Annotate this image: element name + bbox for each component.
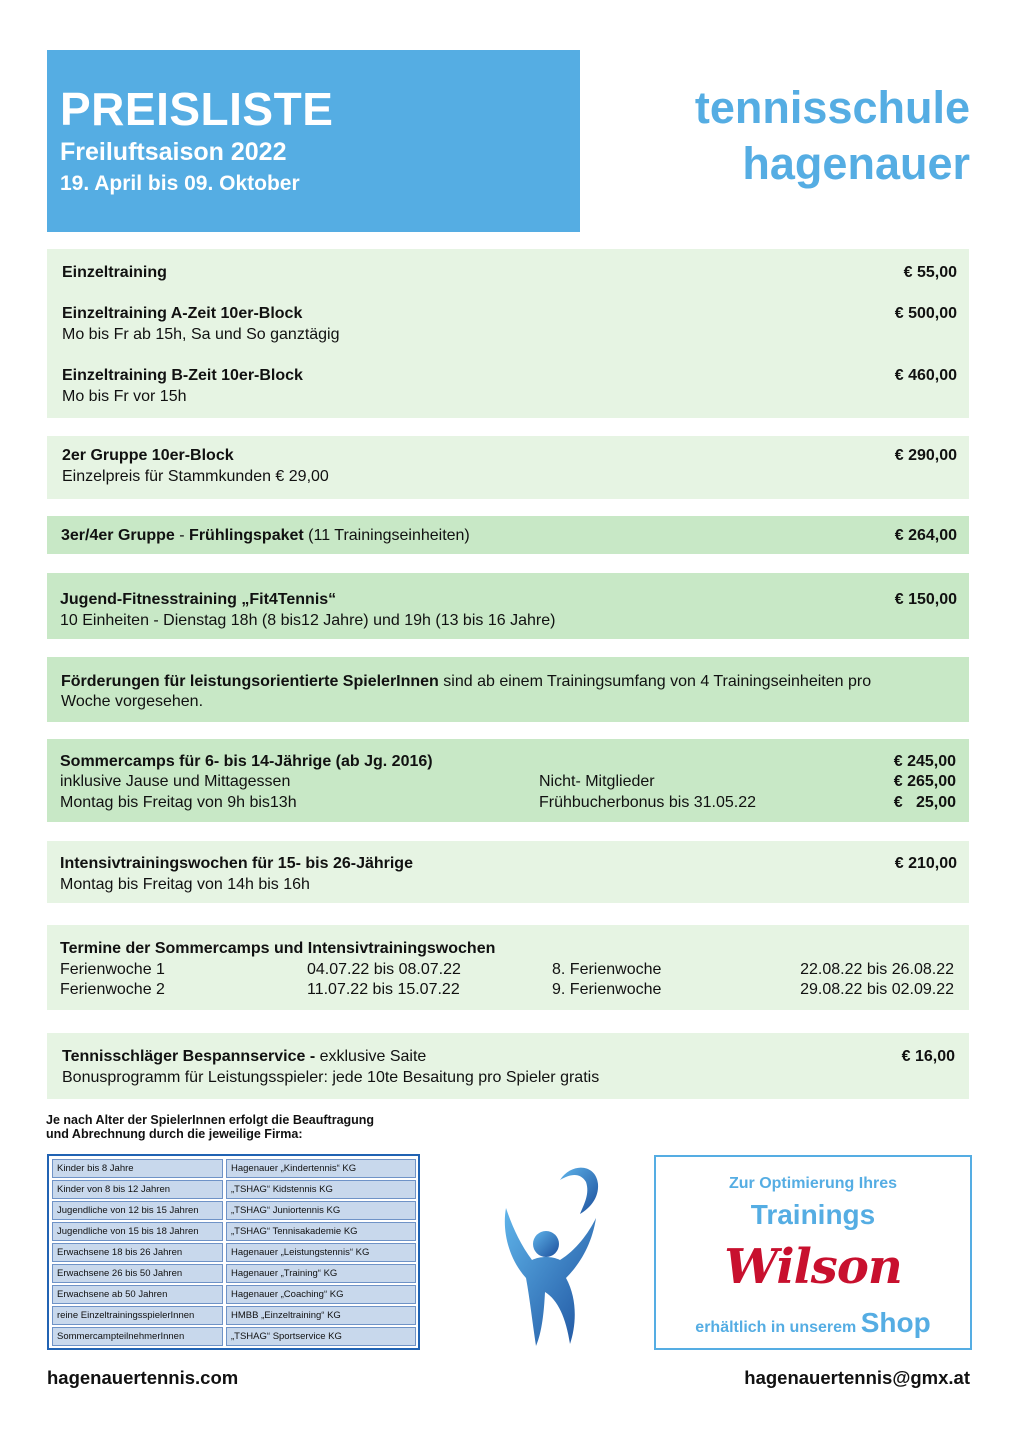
gruppe2-section [47, 436, 969, 499]
season-dates: 19. April bis 09. Oktober [60, 172, 300, 195]
termin-week-dates: 11.07.22 bis 15.07.22 [307, 981, 460, 998]
table-row [52, 1159, 415, 1178]
foerderung-line-2: Woche vorgesehen. [61, 693, 204, 710]
table-row [52, 1222, 415, 1241]
einzeltraining-section [47, 249, 969, 418]
intensiv-details: Montag bis Freitag von 14h bis 16h [60, 876, 310, 893]
termin-week-dates: 29.08.22 bis 02.09.22 [800, 981, 954, 998]
billing-note-line-2: und Abrechnung durch die jeweilige Firma: [46, 1127, 303, 1141]
website-link[interactable]: hagenauertennis.com [47, 1367, 239, 1388]
shop-line-2: Trainings [750, 1199, 876, 1230]
termin-week-label: 9. Ferienwoche [552, 981, 662, 998]
sommercamps-section [47, 739, 969, 822]
wilson-logo: Wilson [724, 1239, 902, 1295]
b-zeit-price: € 460,00 [894, 367, 957, 384]
gruppe2-title: 2er Gruppe 10er-Block [62, 447, 234, 464]
gruppe34-title: 3er/4er Gruppe [61, 527, 175, 544]
firm-cell: Hagenauer „Coaching“ KG [226, 1285, 416, 1304]
sommercamps-title: Sommercamps für 6- bis 14-Jährige (ab Jg. 2016) [60, 753, 433, 770]
jugend-details: 10 Einheiten - Dienstag 18h (8 bis12 Jahre) und 19h (13 bis 16 Jahre) [60, 612, 556, 629]
firm-cell: „TSHAG“ Sportservice KG [226, 1327, 416, 1346]
brand-line-1: tennisschule [694, 82, 970, 133]
bespann-title: Tennisschläger Bespannservice - [62, 1048, 316, 1065]
bespann-string: exklusive Saite [315, 1048, 427, 1065]
table-row [52, 1243, 415, 1262]
gruppe34-sep: - [174, 527, 190, 544]
gruppe34-text [61, 525, 470, 546]
table-row [52, 1327, 415, 1346]
intensiv-price: € 210,00 [894, 855, 957, 872]
age-cell: Kinder bis 8 Jahre [52, 1159, 223, 1178]
age-cell: reine EinzeltrainingsspielerInnen [52, 1306, 223, 1325]
page-title: PREISLISTE [60, 83, 334, 135]
shop-line-3 [656, 1307, 970, 1339]
bespann-heading [62, 1046, 426, 1067]
firm-cell: „TSHAG“ Juniortennis KG [226, 1201, 416, 1220]
a-zeit-title: Einzeltraining A-Zeit 10er-Block [62, 305, 303, 322]
early-bird-price: € 25,00 [893, 794, 956, 811]
sommercamps-meals: inklusive Jause und Mittagessen [60, 773, 291, 790]
bespann-section [47, 1033, 969, 1099]
gruppe34-section [47, 516, 969, 554]
age-cell: SommercampteilnehmerInnen [52, 1327, 223, 1346]
billing-note-line-1: Je nach Alter der SpielerInnen erfolgt die Beauftragung [46, 1113, 375, 1127]
sommercamps-price: € 245,00 [893, 753, 956, 770]
firm-table [47, 1154, 420, 1350]
brand-line-2: hagenauer [742, 138, 970, 189]
intensiv-section [47, 841, 969, 903]
foerderung-section [47, 657, 969, 722]
email-link[interactable]: hagenauertennis@gmx.at [744, 1367, 970, 1388]
gruppe34-package: Frühlingspaket [189, 527, 304, 544]
termin-week-dates: 22.08.22 bis 26.08.22 [800, 961, 954, 978]
shop-text: erhältlich in unserem [695, 1319, 857, 1336]
shop-word: Shop [860, 1307, 931, 1338]
table-row [52, 1285, 415, 1304]
termine-title: Termine der Sommercamps und Intensivtrainingswochen [60, 940, 496, 957]
firm-cell: HMBB „Einzeltraining“ KG [226, 1306, 416, 1325]
wilson-shop-box [654, 1155, 972, 1350]
jugend-section [47, 573, 969, 639]
age-cell: Jugendliche von 12 bis 15 Jahren [52, 1201, 223, 1220]
foerderung-bold: Förderungen für leistungsorientierte SpielerInnen [61, 673, 439, 690]
b-zeit-title: Einzeltraining B-Zeit 10er-Block [62, 367, 303, 384]
sommercamps-times: Montag bis Freitag von 9h bis13h [60, 794, 297, 811]
gruppe2-details: Einzelpreis für Stammkunden € 29,00 [62, 468, 329, 485]
firm-cell: Hagenauer „Leistungstennis“ KG [226, 1243, 416, 1262]
early-bird-label: Frühbucherbonus bis 31.05.22 [539, 794, 757, 811]
age-cell: Kinder von 8 bis 12 Jahren [52, 1180, 223, 1199]
jugend-title: Jugend-Fitnesstraining „Fit4Tennis“ [60, 591, 337, 608]
age-cell: Erwachsene ab 50 Jahren [52, 1285, 223, 1304]
einzeltraining-price: € 55,00 [903, 264, 957, 281]
player-logo-icon [500, 1160, 610, 1350]
shop-line-1: Zur Optimierung Ihres [728, 1175, 897, 1192]
gruppe34-units: (11 Trainingseinheiten) [303, 527, 470, 544]
termin-week-label: 8. Ferienwoche [552, 961, 662, 978]
brand-name [695, 80, 970, 192]
termin-week-label: Ferienwoche 1 [60, 961, 165, 978]
firm-cell: Hagenauer „Kindertennis“ KG [226, 1159, 416, 1178]
termin-week-dates: 04.07.22 bis 08.07.22 [307, 961, 461, 978]
firm-cell: „TSHAG“ Kidstennis KG [226, 1180, 416, 1199]
non-member-price: € 265,00 [893, 773, 956, 790]
age-cell: Erwachsene 18 bis 26 Jahren [52, 1243, 223, 1262]
season-label: Freiluftsaison 2022 [60, 138, 287, 166]
bespann-price: € 16,00 [901, 1048, 955, 1065]
foerderung-rest: sind ab einem Trainingsumfang von 4 Trainingseinheiten pro [438, 673, 872, 690]
bespann-bonus: Bonusprogramm für Leistungsspieler: jede 10te Besaitung pro Spieler gratis [62, 1069, 600, 1086]
gruppe34-price: € 264,00 [894, 527, 957, 544]
table-row [52, 1201, 415, 1220]
non-member-label: Nicht- Mitglieder [539, 773, 655, 790]
age-cell: Jugendliche von 15 bis 18 Jahren [52, 1222, 223, 1241]
billing-note [46, 1113, 374, 1141]
intensiv-title: Intensivtrainingswochen für 15- bis 26-Jährige [60, 855, 413, 872]
table-row [52, 1306, 415, 1325]
termin-week-label: Ferienwoche 2 [60, 981, 165, 998]
a-zeit-price: € 500,00 [894, 305, 957, 322]
a-zeit-details: Mo bis Fr ab 15h, Sa und So ganztägig [62, 326, 340, 343]
jugend-price: € 150,00 [894, 591, 957, 608]
b-zeit-details: Mo bis Fr vor 15h [62, 388, 187, 405]
firm-cell: Hagenauer „Training“ KG [226, 1264, 416, 1283]
table-row [52, 1264, 415, 1283]
title-banner [47, 50, 580, 232]
table-row [52, 1180, 415, 1199]
age-cell: Erwachsene 26 bis 50 Jahren [52, 1264, 223, 1283]
foerderung-line-1 [61, 671, 871, 692]
gruppe2-price: € 290,00 [894, 447, 957, 464]
einzeltraining-title: Einzeltraining [62, 264, 167, 281]
termine-section [47, 925, 969, 1010]
firm-cell: „TSHAG“ Tennisakademie KG [226, 1222, 416, 1241]
